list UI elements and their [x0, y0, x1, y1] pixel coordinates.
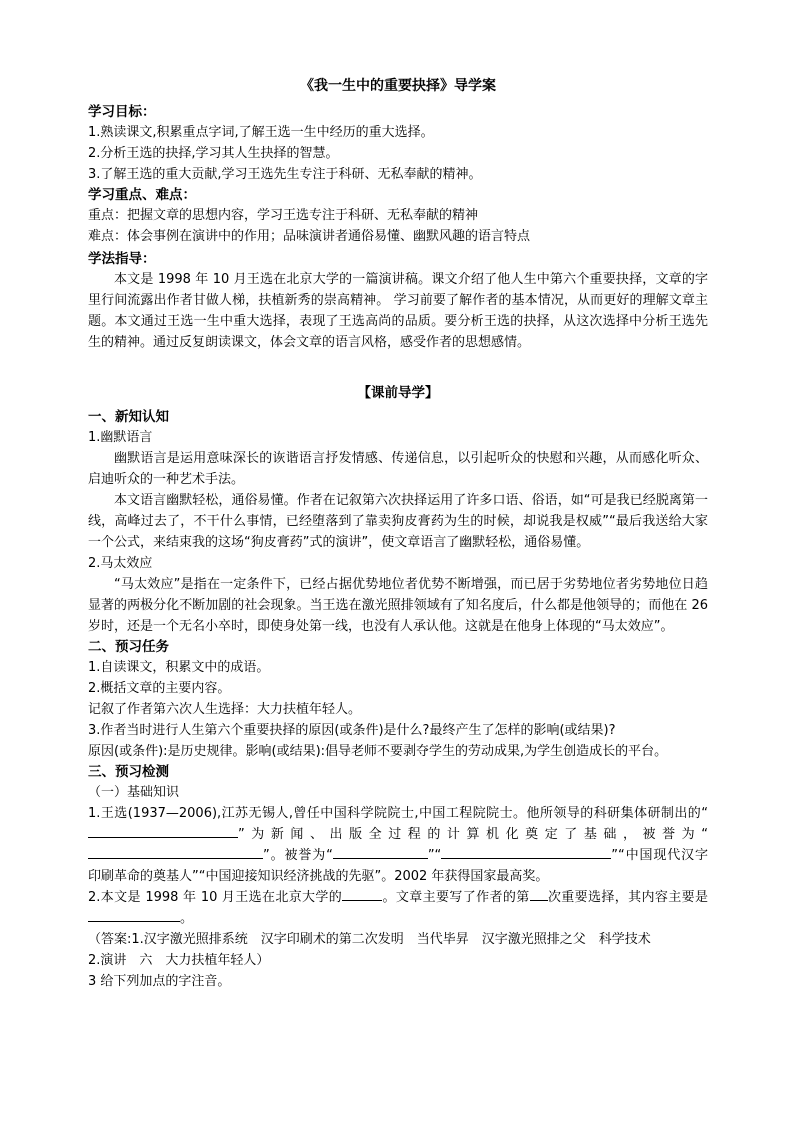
q2-text-a: 2.本文是 1998 年 10 月王选在北京大学的 — [88, 890, 343, 905]
keypoints-heading: 学习重点、难点： — [88, 187, 196, 203]
task-2-answer: 记叙了作者第六次人生选择：大力扶植年轻人。 — [88, 702, 362, 717]
q1-text-b: ”为新闻、出版全过程的计算机化奠定了基础，被誉为“ — [238, 827, 708, 842]
question-3: 3 给下列加点的字注音。 — [88, 974, 231, 989]
matthew-title: 2.马太效应 — [88, 556, 153, 571]
humor-title: 1.幽默语言 — [88, 430, 153, 445]
goal-item-3: 3.了解王选的重大贡献,学习王选先生专注于科研、无私奉献的精神。 — [88, 167, 482, 182]
goals-heading: 学习目标： — [88, 104, 156, 120]
task-1: 1.自读课文，积累文中的成语。 — [88, 660, 270, 675]
basic-knowledge-heading: （一）基础知识 — [88, 785, 180, 800]
task-2: 2.概括文章的主要内容。 — [88, 681, 231, 696]
q2-text-c: 次重要选择，其内容主要是 — [547, 890, 708, 905]
q1-text-a: 1.王选(1937—2006),江苏无锡人,曾任中国科学院院士,中国工程院院士。他所领导的科研集体研制出的“ — [88, 806, 708, 821]
question-2 — [88, 887, 708, 929]
task-3: 3.作者当时进行人生第六个重要抉择的原因(或条件)是什么?最终产生了怎样的影响(或结果)? — [88, 723, 616, 738]
preclass-title: 【课前导学】 — [357, 385, 439, 401]
answer-line-1: （答案:1.汉字激光照排系统 汉字印刷术的第二次发明 当代毕昇 汉字激光照排之父 科学技术 — [88, 932, 651, 947]
q2-blank-3[interactable] — [88, 909, 180, 922]
method-heading: 学法指导： — [88, 251, 156, 267]
q1-text-c: ”。被誉为“ — [263, 848, 333, 863]
q1-text-d: ”“ — [427, 848, 442, 863]
q1-blank-2[interactable] — [88, 846, 263, 859]
keypoint-difficult: 难点：体会事例在演讲中的作用；品味演讲者通俗易懂、幽默风趣的语言特点 — [88, 229, 531, 244]
answer-line-2: 2.演讲 六 大力扶植年轻人） — [88, 953, 270, 968]
question-1 — [88, 803, 708, 887]
q2-text-d: 。 — [180, 911, 194, 926]
q1-blank-1[interactable] — [88, 825, 238, 838]
doc-title: 《我一生中的重要抉择》导学案 — [300, 78, 496, 94]
document-page — [88, 76, 708, 992]
q2-text-b: 。文章主要写了作者的第 — [382, 890, 530, 905]
method-text: 本文是 1998 年 10 月王选在北京大学的一篇演讲稿。课文介绍了他人生中第六个重要抉择，文章的字里行间流露出作者甘做人梯，扶植新秀的崇高精神。 学习前要了解作者的基本情况，从而更好的理解文章主题。本文通过王选一生中重大选择，表现了王选高尚的品质。要分析王选的抉择，从这次选择中分析王选先生的精神。通过反复朗读课文，体会文章的语言风格，感受作者的思想感情。 — [88, 272, 708, 350]
q1-blank-4[interactable] — [441, 846, 611, 859]
humor-in-text: 本文语言幽默轻松，通俗易懂。作者在记叙第六次抉择运用了许多口语、俗语，如“可是我已经脱离第一线，高峰过去了，不干什么事情，已经堕落到了靠卖狗皮膏药为生的时候，却说我是权威”“最后我送给大家一个公式，来结束我的这场“狗皮膏药”式的演讲”，使文章语言了幽默轻松，通俗易懂。 — [88, 493, 708, 550]
keypoint-key: 重点：把握文章的思想内容，学习王选专注于科研、无私奉献的精神 — [88, 208, 479, 223]
section-1-heading: 一、新知认知 — [88, 409, 169, 425]
q1-blank-3[interactable] — [333, 846, 428, 859]
goal-item-1: 1.熟读课文,积累重点字词,了解王选一生中经历的重大选择。 — [88, 125, 434, 140]
q2-blank-1[interactable] — [342, 888, 382, 901]
humor-definition: 幽默语言是运用意味深长的诙谐语言抒发情感、传递信息，以引起听众的快慰和兴趣，从而感化听众、启迪听众的一种艺术手法。 — [88, 451, 708, 487]
section-2-heading: 二、预习任务 — [88, 639, 169, 655]
q1-text-e: ”“中国现代汉字印刷革命的奠基人”“中国迎接知识经济挑战的先驱”。2002 年获得国家最高奖。 — [88, 848, 708, 884]
section-3-heading: 三、预习检测 — [88, 764, 169, 780]
task-3-answer: 原因(或条件):是历史规律。影响(或结果):倡导老师不要剥夺学生的劳动成果,为学生创造成长的平台。 — [88, 744, 668, 759]
q2-blank-2[interactable] — [530, 888, 548, 901]
matthew-text: “马太效应”是指在一定条件下，已经占据优势地位者优势不断增强，而已居于劣势地位者劣势地位日趋显著的两极分化不断加剧的社会现象。当王选在激光照排领域有了知名度后，什么都是他领导的；而他在 26 岁时，还是一个无名小卒时，即使身处第一线，也没有人承认他。这就是在他身上体现的“马太效应”。 — [88, 577, 708, 634]
goal-item-2: 2.分析王选的抉择,学习其人生抉择的智慧。 — [88, 146, 339, 161]
